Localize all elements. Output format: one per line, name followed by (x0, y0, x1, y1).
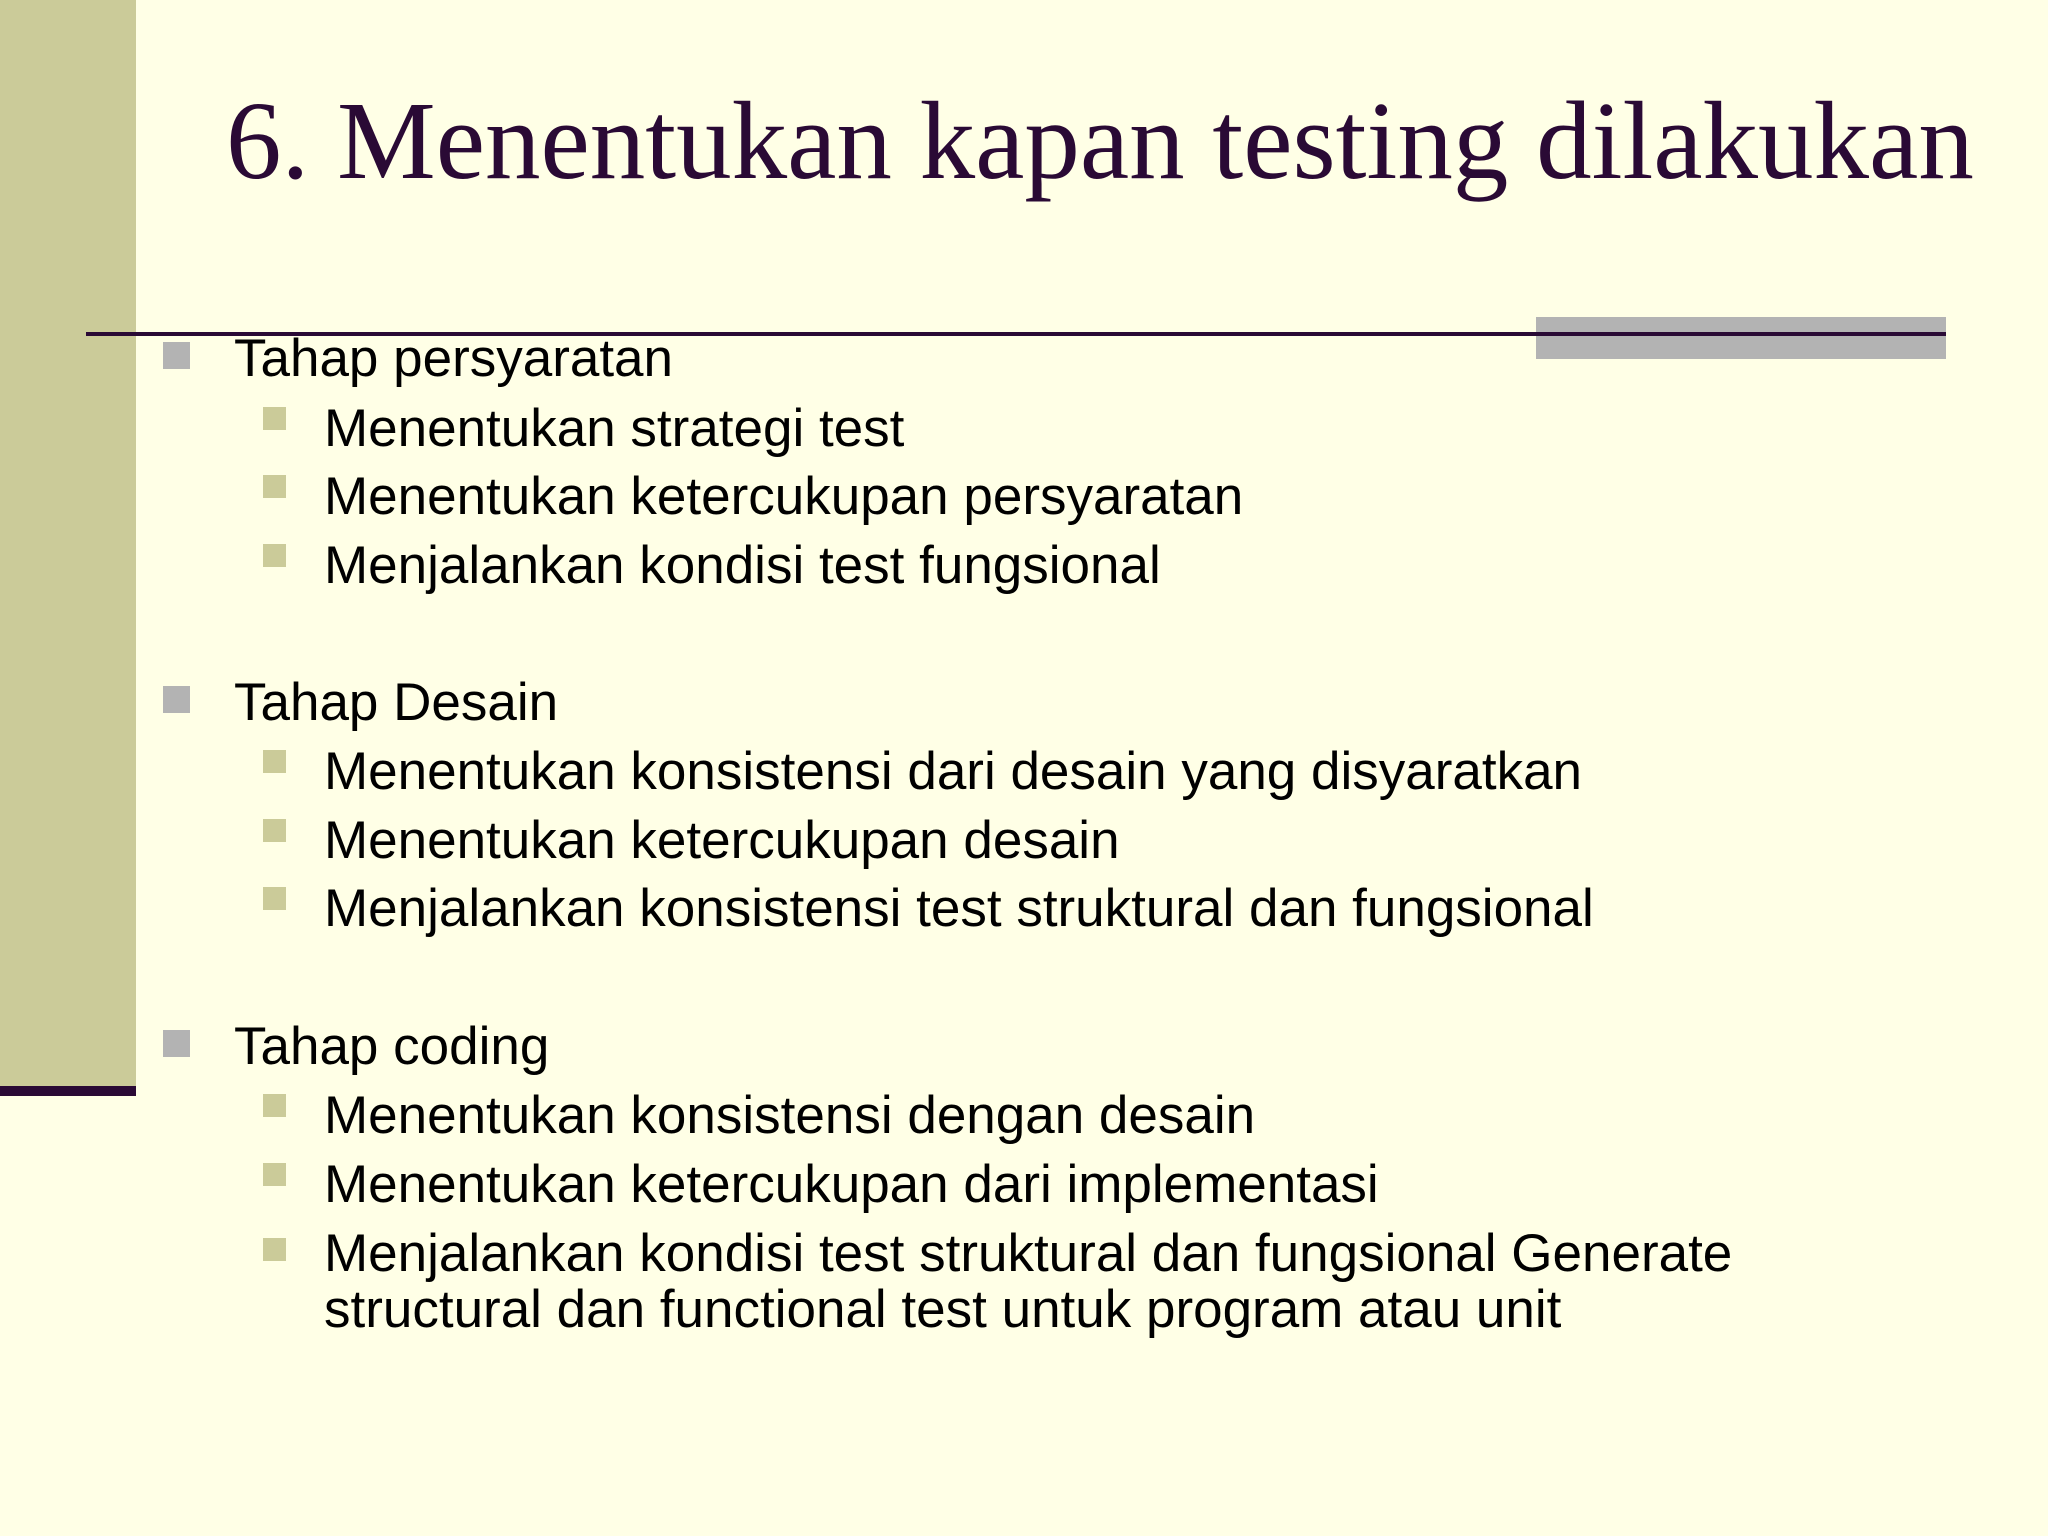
list-item-text: Menentukan ketercukupan persyaratan (324, 467, 1244, 526)
square-bullet-icon (263, 475, 286, 498)
square-bullet-icon (263, 407, 286, 430)
section-heading-text: Tahap Desain (234, 673, 559, 732)
list-item-text: Menentukan strategi test (324, 399, 905, 458)
square-bullet-icon (263, 1163, 286, 1186)
section-heading-text: Tahap coding (234, 1017, 550, 1076)
square-bullet-icon (263, 887, 286, 910)
list-item-text: Menentukan ketercukupan desain (324, 811, 1120, 870)
square-bullet-icon (263, 1238, 286, 1261)
slide-title: 6. Menentukan kapan testing dilakukan (226, 80, 1974, 203)
list-item-text: Menjalankan kondisi test struktural dan fungsional Generate structural dan functional test untuk program atau unit (324, 1224, 1733, 1339)
section-heading-coding (0, 1013, 1900, 1081)
section-heading-persyaratan (0, 325, 1900, 393)
list-item (0, 1151, 1900, 1219)
square-bullet-icon (163, 342, 190, 369)
section-heading-desain (0, 669, 1900, 737)
list-item-text: Menentukan ketercukupan dari implementasi (324, 1155, 1379, 1214)
list-item-text: Menjalankan konsistensi test struktural dan fungsional (324, 879, 1594, 938)
list-item (0, 532, 1900, 600)
list-item (0, 807, 1900, 875)
list-item (0, 395, 1900, 463)
square-bullet-icon (163, 1030, 190, 1057)
square-bullet-icon (263, 544, 286, 567)
list-item-text: Menentukan konsistensi dengan desain (324, 1086, 1256, 1145)
list-item (0, 1082, 1900, 1150)
section-heading-text: Tahap persyaratan (234, 329, 674, 388)
list-item-text: Menentukan konsistensi dari desain yang disyaratkan (324, 742, 1583, 801)
square-bullet-icon (263, 819, 286, 842)
square-bullet-icon (263, 1094, 286, 1117)
square-bullet-icon (163, 686, 190, 713)
list-item (0, 738, 1900, 806)
list-item (0, 1226, 1900, 1346)
list-item-text: Menjalankan kondisi test fungsional (324, 536, 1161, 595)
square-bullet-icon (263, 750, 286, 773)
list-item (0, 463, 1900, 531)
list-item (0, 875, 1900, 943)
